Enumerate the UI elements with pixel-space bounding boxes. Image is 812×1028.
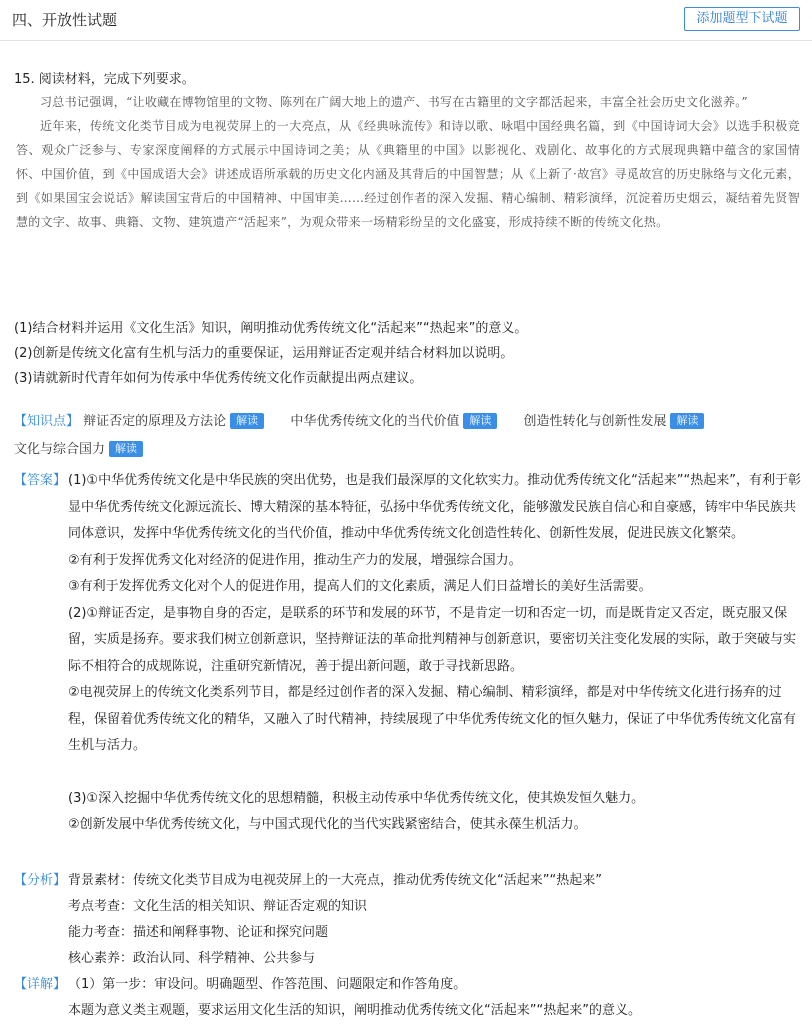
answer-line: (1)①中华优秀传统文化是中华民族的突出优势，也是我们最深厚的文化软实力。推动优秀传统文化“活起来”“热起来”，有利于彰显中华优秀传统文化源远流长、博大精深的基本特征，弘扬中华优秀传统文化，能够激发民族自信心和自豪感，铸牢中华民族共同体意识，发挥中华优秀传统文化的当代价值，推动中华优秀传统文化创造性转化、创新性发展，促进民族文化繁荣。 bbox=[68, 473, 802, 541]
analysis-line: 背景素材：传统文化类节目成为电视荧屏上的一大亮点，推动优秀传统文化“活起来”“热起来” bbox=[68, 873, 602, 888]
answer-line: ②电视荧屏上的传统文化类系列节目，都是经过创作者的深入发掘、精心编制、精彩演绎，都是对中华传统文化进行扬弃的过程，保留着优秀传统文化的精华，又融入了时代精神，持续展现了中华优秀传统文化的恒久魅力，保证了中华优秀传统文化富有生机与活力。 bbox=[68, 685, 797, 753]
knowledge-item bbox=[83, 408, 264, 436]
knowledge-item bbox=[523, 408, 704, 436]
answer-section bbox=[14, 468, 804, 839]
analysis-line: 能力考查：描述和阐释事物、论证和探究问题 bbox=[68, 925, 329, 940]
detail-line: 本题为意义类主观题，要求运用文化生活的知识，阐明推动优秀传统文化“活起来”“热起来”的意义。 bbox=[68, 1003, 641, 1018]
detail-label: 【详解】 bbox=[14, 977, 67, 992]
section-title: 四、开放性试题 bbox=[12, 11, 118, 29]
knowledge-label: 【知识点】 bbox=[14, 414, 80, 429]
task-item: (1)结合材料并运用《文化生活》知识，阐明推动优秀传统文化“活起来”“热起来”的意义。 bbox=[14, 321, 528, 336]
material-paragraph: 近年来，传统文化类节目成为电视荧屏上的一大亮点，从《经典咏流传》和诗以歌、咏唱中国经典名篇，到《中国诗词大会》以选手积极竞答、观众广泛参与、专家深度阐释的方式展示中国诗词之美；从《典籍里的中国》以影视化、戏剧化、故事化的方式展现典籍中蕴含的家国情怀、中国价值，到《中国成语大会》讲述成语所承载的历史文化内涵及其背后的中国智慧；从《上新了·故宫》寻觅故宫的历史脉络与文化元素，到《如果国宝会说话》解读国宝背后的中国精神、中国审美……经过创作者的深入发掘、精心编制、精彩演绎，沉淀着历史烟云，凝结着先贤智慧的文字、故事、典籍、文物、建筑遗产“活起来”，为观众带来一场精彩纷呈的文化盛宴，形成持续不断的传统文化热。 bbox=[16, 119, 800, 229]
analysis-line: 核心素养：政治认同、科学精神、公共参与 bbox=[68, 951, 316, 966]
spacer bbox=[14, 760, 804, 786]
answer-line: (2)①辩证否定，是事物自身的否定，是联系的环节和发展的环节，不是肯定一切和否定一切，而是既肯定又否定，既克服又保留，实质是扬弃。要求我们树立创新意识，坚持辩证法的革命批判精神与创新意识，要密切关注变化发展的实际，敢于突破与实际不相符合的成规陈说，注重研究新情况，善于提出新问题，敢于寻找新思路。 bbox=[68, 605, 797, 674]
answer-line: ②有利于发挥优秀文化对经济的促进作用，推动生产力的发展，增强综合国力。 bbox=[68, 552, 522, 568]
reading-material bbox=[16, 90, 800, 234]
answer-label: 【答案】 bbox=[14, 473, 67, 488]
jiedu-button[interactable]: 解读 bbox=[670, 413, 704, 429]
jiedu-button[interactable]: 解读 bbox=[230, 413, 264, 429]
knowledge-item-label: 辩证否定的原理及方法论 bbox=[83, 414, 227, 429]
knowledge-points bbox=[14, 408, 804, 464]
task-item: (3)请就新时代青年如何为传承中华优秀传统文化作贡献提出两点建议。 bbox=[14, 371, 423, 386]
knowledge-item-label: 中华优秀传统文化的当代价值 bbox=[290, 414, 460, 429]
detail-block bbox=[14, 972, 804, 1024]
question-tasks bbox=[14, 316, 527, 391]
knowledge-item bbox=[14, 436, 143, 464]
material-paragraph: 习总书记强调，“让收藏在博物馆里的文物、陈列在广阔大地上的遗产、书写在古籍里的文字都活起来，丰富全社会历史文化滋养。” bbox=[40, 95, 748, 109]
add-question-button[interactable]: 添加题型下试题 bbox=[684, 7, 800, 31]
answer-line: ③有利于发挥优秀文化对个人的促进作用，提高人们的文化素质，满足人们日益增长的美好生活需要。 bbox=[68, 579, 652, 594]
answer-line: (3)①深入挖掘中华优秀传统文化的思想精髓，积极主动传承中华优秀传统文化，使其焕发恒久魅力。 bbox=[68, 790, 645, 806]
analysis-line: 考点考查：文化生活的相关知识、辩证否定观的知识 bbox=[68, 899, 368, 914]
jiedu-button[interactable]: 解读 bbox=[463, 413, 497, 429]
section-header bbox=[0, 0, 812, 41]
knowledge-item bbox=[290, 408, 497, 436]
analysis-label: 【分析】 bbox=[14, 873, 67, 888]
analysis-section bbox=[14, 868, 804, 1024]
answer-line: ②创新发展中华优秀传统文化，与中国式现代化的当代实践紧密结合，使其永葆生机活力。 bbox=[68, 817, 587, 832]
knowledge-item-label: 文化与综合国力 bbox=[14, 442, 106, 457]
question-head: 15. 阅读材料，完成下列要求。 bbox=[14, 72, 195, 87]
jiedu-button[interactable]: 解读 bbox=[109, 441, 143, 457]
detail-line: （1）第一步：审设问。明确题型、作答范围、问题限定和作答角度。 bbox=[68, 977, 467, 992]
knowledge-item-label: 创造性转化与创新性发展 bbox=[523, 414, 667, 429]
task-item: (2)创新是传统文化富有生机与活力的重要保证，运用辩证否定观并结合材料加以说明。 bbox=[14, 346, 514, 361]
